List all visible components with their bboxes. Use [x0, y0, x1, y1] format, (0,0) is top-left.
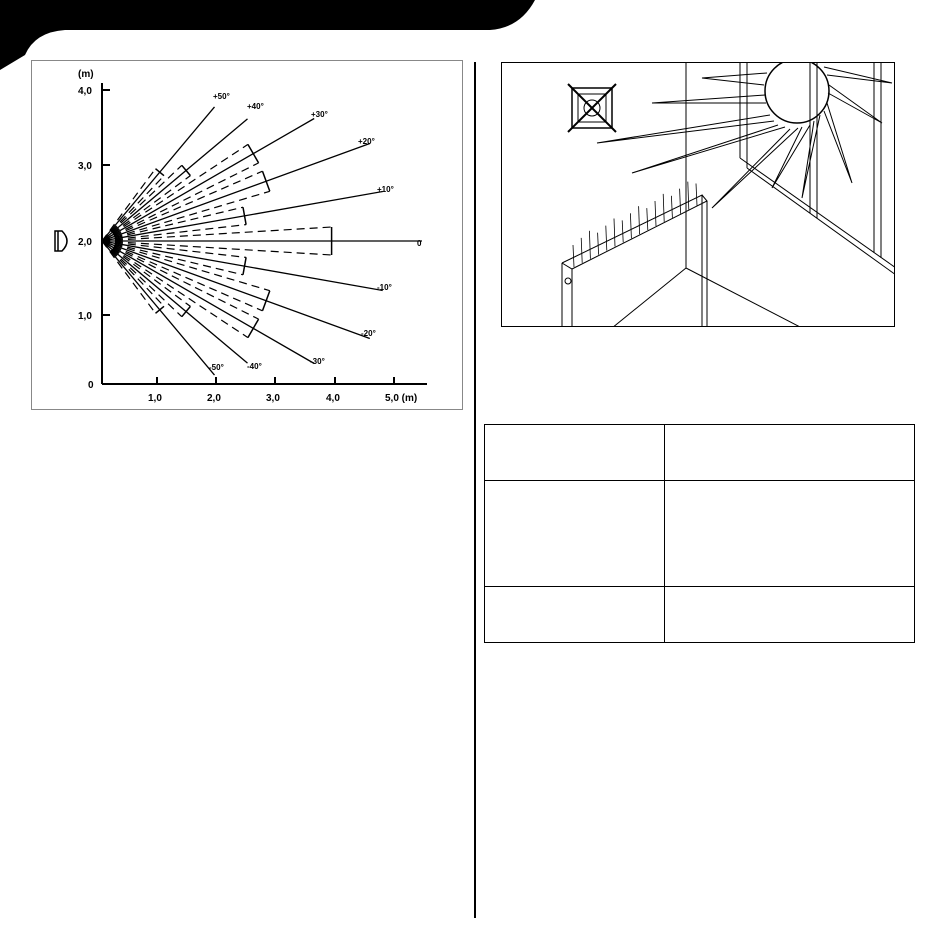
y-tick-label: 3,0	[78, 161, 92, 172]
radiator-fin	[663, 194, 664, 222]
x-tick-label: 3,0	[266, 393, 280, 404]
sensor-icon	[55, 231, 67, 251]
coverage-diagram	[31, 60, 463, 410]
table-row	[485, 587, 915, 643]
radiator-fin	[589, 231, 590, 259]
radiator-fin	[581, 238, 582, 263]
beam-zone-end	[263, 171, 270, 191]
radiator-fin	[696, 184, 697, 206]
table-cell-label	[485, 481, 665, 587]
x-tick-label: 2,0	[207, 393, 221, 404]
beam-zone-end	[248, 144, 259, 163]
beam-label: -30°	[310, 357, 325, 366]
beam-zone-edge	[102, 171, 263, 241]
coverage-diagram-svg	[32, 61, 464, 411]
radiator-fin	[655, 201, 656, 226]
beam-zone-end	[182, 306, 191, 316]
y-unit-label: (m)	[78, 69, 94, 80]
beam-zone-end	[182, 165, 191, 175]
spec-table	[484, 424, 915, 643]
table-cell-value	[665, 481, 915, 587]
radiator-fin	[606, 226, 607, 251]
radiator-icon	[562, 195, 707, 327]
radiator-fin	[573, 245, 574, 267]
beam-zone-end	[156, 169, 165, 176]
beam-zone-edge	[102, 241, 263, 311]
x-tick-label: 1,0	[148, 393, 162, 404]
beam-label: -40°	[247, 362, 262, 371]
beam-label: +50°	[213, 92, 230, 101]
x-tick-label: 4,0	[326, 393, 340, 404]
beam-label: +20°	[358, 137, 375, 146]
beam-zone-end	[248, 319, 259, 338]
table-row	[485, 481, 915, 587]
table-row	[485, 425, 915, 481]
table-cell-label	[485, 425, 665, 481]
beam-label: -50°	[209, 363, 224, 372]
sun-rays	[597, 67, 892, 208]
y-tick-label: 1,0	[78, 311, 92, 322]
y-tick-label: 2,0	[78, 237, 92, 248]
radiator-fin	[688, 182, 689, 210]
table-cell-value	[665, 425, 915, 481]
beam-label: -10°	[377, 283, 392, 292]
installation-illustration	[501, 62, 895, 327]
radiator-fin	[614, 219, 615, 247]
radiator-fin	[671, 196, 672, 218]
beam-zone-edge	[102, 241, 243, 275]
beam-label: +40°	[247, 102, 264, 111]
radiator-fin	[647, 208, 648, 230]
column-divider	[474, 62, 476, 918]
beam-label: -20°	[361, 329, 376, 338]
radiator-fin	[622, 220, 623, 242]
beam-label: 0	[417, 239, 422, 248]
beam-zone-end	[263, 291, 270, 311]
beam-label: +10°	[377, 185, 394, 194]
installation-illustration-svg	[502, 63, 895, 327]
beam-zone-end	[156, 306, 165, 313]
beam-zone-edge	[102, 207, 243, 241]
radiator-fin	[680, 189, 681, 214]
y-tick-label: 4,0	[78, 86, 92, 97]
table-cell-label	[485, 587, 665, 643]
x-tick-label: 5,0 (m)	[385, 393, 418, 404]
radiator-fin	[598, 233, 599, 255]
radiator-fin	[630, 213, 631, 238]
radiator-fin	[639, 206, 640, 234]
table-cell-value	[665, 587, 915, 643]
beam-label: +30°	[311, 110, 328, 119]
y-tick-label: 0	[88, 380, 94, 391]
sun-icon	[765, 63, 829, 123]
crossed-sensor-icon	[568, 84, 616, 132]
